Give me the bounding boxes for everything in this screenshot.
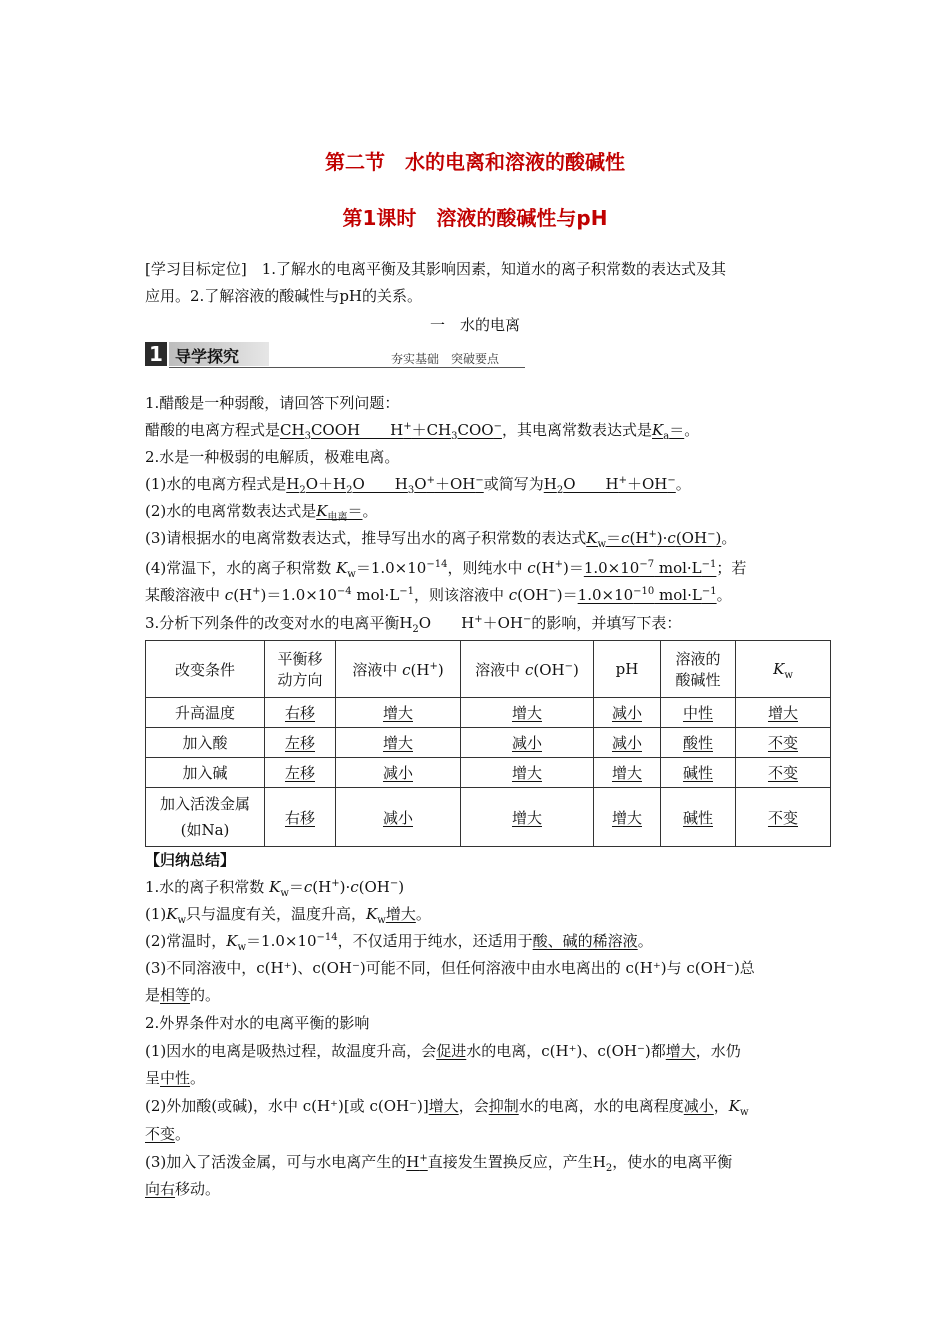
question-2-4-line-2: 某酸溶液中 $c(H^+)=1.0\times 10^{-4}$ $mol\cdot L^{-1}$，则该溶液中 $c(OH^-)=1.0\times 10^{-10}$ $mol\cdot L^{-1}$。 — [145, 586, 732, 604]
summary-heading: 【归纳总结】 — [145, 851, 236, 869]
question-3-intro: 3.分析下列条件的改变对水的电离平衡$H_2O$ H+＋OH−的影响，并填写下表： — [145, 614, 682, 635]
table-cell: 升高温度 — [146, 698, 265, 728]
table-cell: 减小 — [336, 758, 461, 788]
question-2-3: (3)请根据水的电离常数表达式，推导写出水的离子积常数的表达式$K_w=c(H^+)\cdot c(OH^-)$。 — [145, 529, 737, 550]
equilibrium-table — [145, 640, 831, 847]
table-cell: 减小 — [461, 728, 594, 758]
table-cell: 增大 — [594, 788, 661, 847]
table-cell: 左移 — [265, 728, 336, 758]
banner-rule — [169, 367, 525, 368]
table-row — [146, 728, 831, 758]
objectives-line-2: 应用。2.了解溶液的酸碱性与pH的关系。 — [145, 287, 422, 305]
section-banner — [145, 342, 525, 370]
table-cell: 增大 — [461, 788, 594, 847]
chapter-title: 第二节 水的电离和溶液的酸碱性 — [325, 150, 625, 174]
table-cell: 不变 — [736, 758, 831, 788]
table-cell: 减小 — [594, 728, 661, 758]
table-header: pH — [594, 641, 661, 698]
summary-line-2: $(1)K_w$只与温度有关，温度升高，$K_w$增大。 — [145, 905, 431, 926]
table-header: $K_w$ — [736, 641, 831, 698]
table-cell: 右移 — [265, 698, 336, 728]
table-row — [146, 758, 831, 788]
table-cell: 加入酸 — [146, 728, 265, 758]
table-header: 溶液中 c(OH−) — [461, 641, 594, 698]
table-cell: 减小 — [336, 788, 461, 847]
table-row — [146, 788, 831, 847]
table-cell: 增大 — [461, 758, 594, 788]
table-cell: 减小 — [594, 698, 661, 728]
table-cell: 右移 — [265, 788, 336, 847]
table-row — [146, 698, 831, 728]
banner-subtitle: 夯实基础 突破要点 — [391, 352, 500, 366]
table-cell: 酸性 — [661, 728, 736, 758]
question-2-intro: 2.水是一种极弱的电解质，极难电离。 — [145, 448, 400, 466]
table-header: 平衡移 动方向 — [265, 641, 336, 698]
lesson-title: 第1课时 溶液的酸碱性与pH — [342, 206, 608, 230]
table-cell: 加入碱 — [146, 758, 265, 788]
question-2-4-line-1: (4)常温下，水的离子积常数 $K_w=1.0\times 10^{-14}$，则纯水中 $c(H^+)=1.0\times 10^{-7}$ $mol\cdot L^{-1}$；若 — [145, 559, 747, 580]
table-header: 改变条件 — [146, 641, 265, 698]
summary-line-8: 呈中性。 — [145, 1069, 206, 1087]
table-cell: 左移 — [265, 758, 336, 788]
objectives-label: [学习目标定位] — [145, 260, 247, 278]
table-cell: 碱性 — [661, 788, 736, 847]
table-header-row — [146, 641, 831, 698]
summary-line-11: (3)加入了活泼金属，可与水电离产生的H+直接发生置换反应，产生$H_2$，使水的电离平衡 — [145, 1153, 733, 1174]
banner-number: 1 — [145, 342, 167, 366]
summary-line-9: (2)外加酸(或碱)，水中 c(H⁺)[或 c(OH⁻)]增大，会抑制水的电离，水的电离程度减小，$K_w$ — [145, 1097, 749, 1118]
question-1-line: 醋酸的电离方程式是$CH_3COOH$ $H^++CH_3COO^-$，其电离常数表达式是$K_a=$。 — [145, 421, 700, 442]
section-heading: 一 水的电离 — [429, 316, 520, 334]
table-cell: 加入活泼金属(如Na) — [146, 788, 265, 847]
summary-line-5: 是相等的。 — [145, 986, 221, 1004]
table-cell: 增大 — [736, 698, 831, 728]
table-cell: 增大 — [336, 728, 461, 758]
table-header: 溶液中 c(H+) — [336, 641, 461, 698]
summary-line-3: (2)常温时，$K_w=1.0\times 10^{-14}$，不仅适用于纯水，还适用于酸、碱的稀溶液。 — [145, 932, 653, 953]
objectives-line-1: [学习目标定位] 1.了解水的电离平衡及其影响因素，知道水的离子积常数的表达式及其 — [145, 260, 727, 278]
table-cell: 增大 — [461, 698, 594, 728]
summary-line-7: (1)因水的电离是吸热过程，故温度升高，会促进水的电离，c(H⁺)、c(OH⁻)都增大，水仍 — [145, 1042, 741, 1060]
banner-title: 导学探究 — [175, 347, 240, 366]
summary-line-12: 向右移动。 — [145, 1180, 221, 1198]
question-1-intro: 1.醋酸是一种弱酸，请回答下列问题： — [145, 394, 400, 412]
table-cell: 碱性 — [661, 758, 736, 788]
summary-line-6: 2.外界条件对水的电离平衡的影响 — [145, 1014, 370, 1032]
summary-line-4: (3)不同溶液中，c(H⁺)、c(OH⁻)可能不同，但任何溶液中由水电离出的 c(H⁺)与 c(OH⁻)总 — [145, 959, 755, 977]
summary-line-1: 1.水的离子积常数 $K_w=c(H^+)\cdot c(OH^-)$ — [145, 878, 405, 899]
banner-title-bar — [169, 342, 269, 366]
table-header: 溶液的 酸碱性 — [661, 641, 736, 698]
table-cell: 中性 — [661, 698, 736, 728]
table-cell: 不变 — [736, 728, 831, 758]
table-cell: 增大 — [594, 758, 661, 788]
question-2-1: (1)水的电离方程式是$H_2O+H_2O$ $H_3O^++OH^-$或简写为$H_2O$ H+＋OH−。 — [145, 475, 691, 496]
question-2-2: (2)水的电离常数表达式是$K_{电离}=$。 — [145, 502, 378, 523]
summary-line-10: 不变。 — [145, 1125, 191, 1143]
table-cell: 增大 — [336, 698, 461, 728]
table-cell: 不变 — [736, 788, 831, 847]
